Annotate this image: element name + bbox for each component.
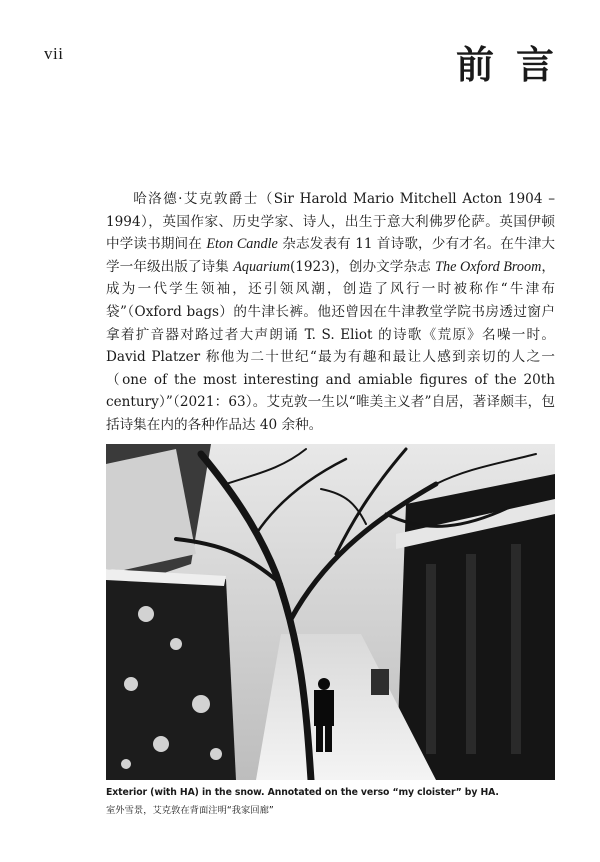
snow-cloister-photo	[106, 444, 555, 780]
eton-candle-title: Eton Candle	[206, 236, 278, 253]
figure-caption-chinese: 室外雪景，艾克敦在背面注明“我家回廊”	[106, 805, 274, 816]
aquarium-title: Aquarium	[233, 258, 290, 275]
body-text-part-1: 哈洛德·艾克敦爵士（Sir Harold Mario Mitchell Acton 1904 – 1994），英国作家、历史学家、诗人，出生于意大利佛罗伦萨。英国伊顿中学读书期间在	[106, 191, 555, 253]
page-number: vii	[44, 44, 64, 63]
oxford-broom-title: The Oxford Broom	[435, 258, 542, 275]
body-paragraph	[106, 188, 555, 437]
photo-illustration	[106, 444, 555, 780]
chapter-title: 前言	[455, 42, 576, 87]
body-text-part-4: ，成为一代学生领袖，还引领风潮，创造了风行一时被称作“牛津布袋”（Oxford bags）的牛津长裤。他还曾因在牛津教堂学院书房透过窗户拿着扩音器对路过者大声朗诵 T. S. Eliot 的诗歌《荒原》名噪一时。David Platzer 称他为二十世纪“最为有趣和最让人感到亲切的人之一（one of the most interesting and amiable figures of the 20th century）”（2021：63）。艾克敦一生以“唯美主义者”自居，著译颇丰，包括诗集在内的各种作品达 40 余种。	[106, 258, 556, 433]
body-text-part-3: (1923)，创办文学杂志	[289, 258, 436, 275]
body-text-part-2: 杂志发表有 11 首诗歌，少有才名。在牛津大学一年级出版了诗集	[106, 236, 555, 275]
figure-caption-english: Exterior (with HA) in the snow. Annotated on the verso “my cloister” by HA.	[106, 787, 499, 798]
